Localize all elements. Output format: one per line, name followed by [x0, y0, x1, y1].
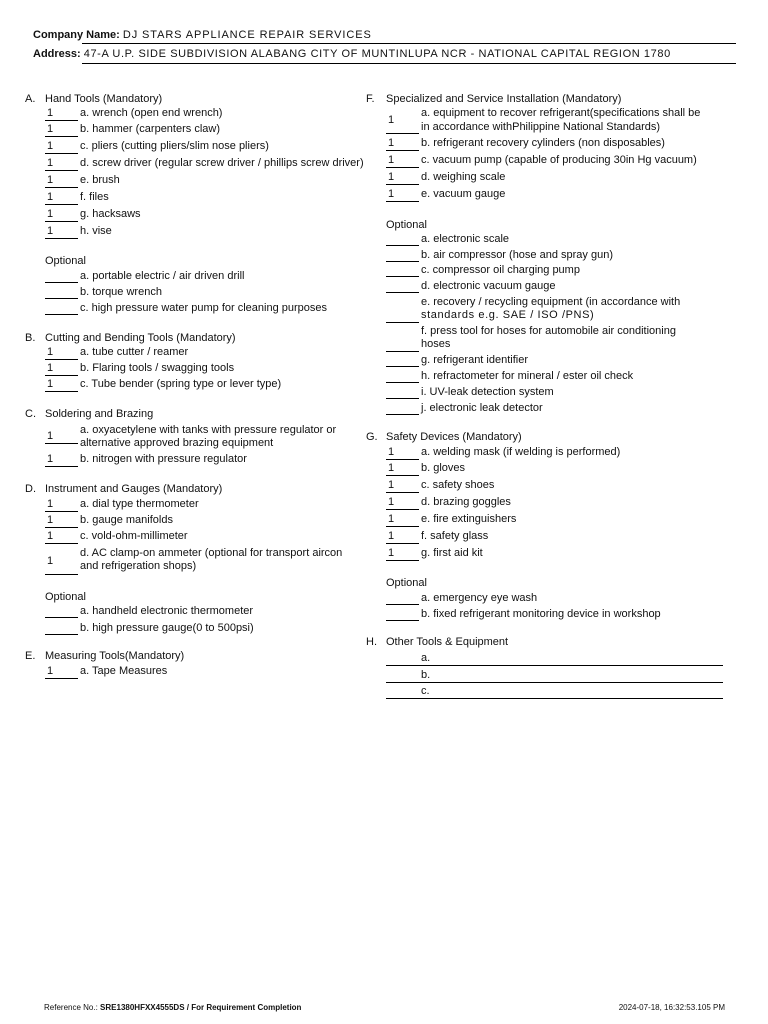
company-name-value: DJ STARS APPLIANCE REPAIR SERVICES	[122, 29, 372, 41]
section-d-title: D. Instrument and Gauges (Mandatory)	[25, 483, 223, 495]
other-item-b: b.	[421, 669, 431, 681]
section-f-title: F. Specialized and Service Installation (Mandatory)	[366, 93, 622, 105]
section-g-optional-title: Optional	[386, 577, 427, 589]
address-value: 47-A U.P. SIDE SUBDIVISION ALABANG CITY OF MUNTINLUPA NCR - NATIONAL CAPITAL REGION 1780	[83, 48, 671, 60]
other-item-b-line	[386, 682, 723, 683]
reference-number: Reference No.: SRE1380HFXX4555DS / For Requirement Completion	[44, 1003, 302, 1012]
section-c-title: C. Soldering and Brazing	[25, 408, 154, 420]
address-underline	[82, 63, 736, 64]
section-h-title: H. Other Tools & Equipment	[366, 636, 509, 648]
other-item-c-line	[386, 698, 723, 699]
company-name-row	[33, 29, 735, 41]
address-label: Address:	[33, 48, 81, 60]
other-item-c: c.	[421, 685, 430, 697]
company-underline	[82, 43, 736, 44]
section-a-optional-title: Optional	[45, 255, 86, 267]
section-e-title: E. Measuring Tools(Mandatory)	[25, 650, 185, 662]
section-a-title: A. Hand Tools (Mandatory)	[25, 93, 163, 105]
address-row	[33, 48, 735, 60]
section-b-title: B. Cutting and Bending Tools (Mandatory)	[25, 332, 236, 344]
other-item-a: a.	[421, 652, 431, 664]
section-g-title: G. Safety Devices (Mandatory)	[366, 431, 522, 443]
company-name-label: Company Name:	[33, 29, 120, 41]
other-item-a-line	[386, 665, 723, 666]
timestamp: 2024-07-18, 16:32:53.105 PM	[618, 1003, 725, 1012]
section-f-optional-title: Optional	[386, 219, 427, 231]
section-d-optional-title: Optional	[45, 591, 86, 603]
